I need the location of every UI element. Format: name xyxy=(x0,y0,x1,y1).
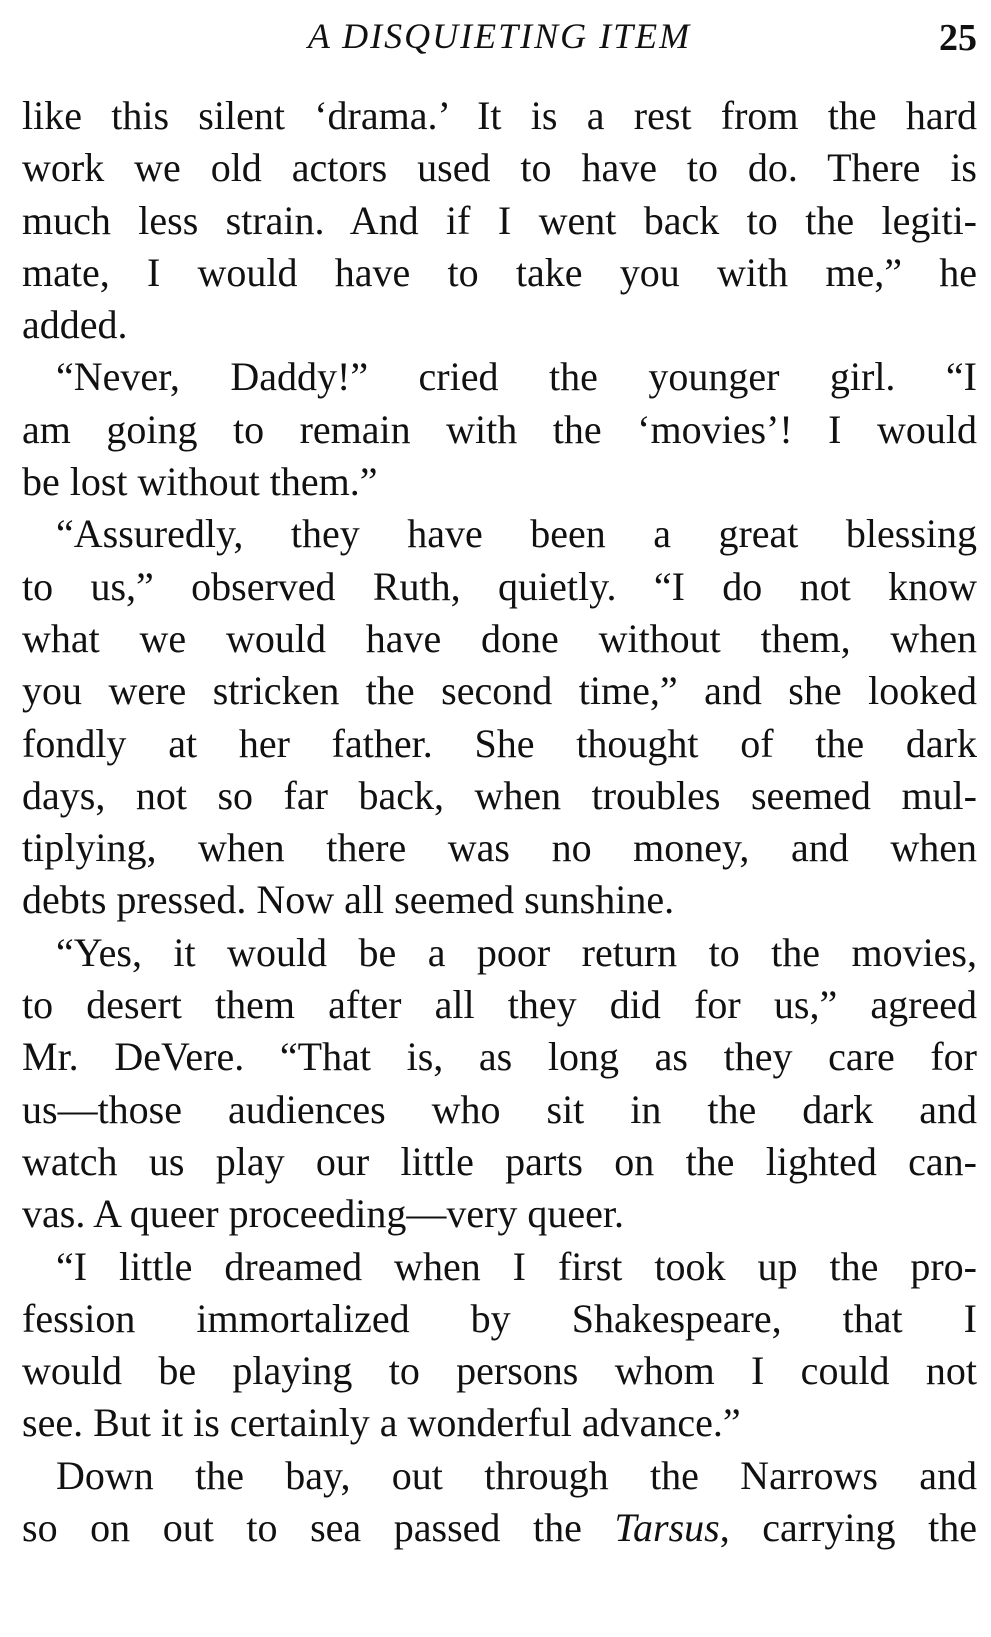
running-title: A DISQUIETING ITEM xyxy=(307,16,692,56)
body-text xyxy=(22,90,977,1554)
text-line: fession immortalized by Shakespeare, that I xyxy=(22,1295,977,1341)
text-line: so on out to sea passed the Tarsus, carrying the xyxy=(22,1505,977,1551)
text-line: much less strain. And if I went back to the legiti- xyxy=(22,197,977,243)
text-line: would be playing to persons whom I could not xyxy=(22,1348,977,1394)
text-line: “Yes, it would be a poor return to the movies, xyxy=(56,929,977,975)
text-line: you were stricken the second time,” and she looked xyxy=(22,668,977,714)
text-line: “Never, Daddy!” cried the younger girl. “I xyxy=(56,354,977,400)
text-line: “Assuredly, they have been a great blessing xyxy=(56,511,977,557)
text-line: tiplying, when there was no money, and when xyxy=(22,825,977,871)
text-line: like this silent ‘drama.’ It is a rest from the hard xyxy=(22,93,977,138)
text-line: mate, I would have to take you with me,” he xyxy=(22,249,977,295)
text-line: added. xyxy=(22,302,128,348)
text-line: vas. A queer proceeding—very queer. xyxy=(22,1191,625,1237)
running-head xyxy=(22,12,977,60)
text-line: debts pressed. Now all seemed sunshine. xyxy=(22,877,675,923)
text-line: to desert them after all they did for us,” agreed xyxy=(22,982,977,1028)
text-line: days, not so far back, when troubles seemed mul- xyxy=(22,772,977,818)
text-line: what we would have done without them, when xyxy=(22,615,977,661)
text-line: fondly at her father. She thought of the dark xyxy=(22,720,977,766)
text-line: us—those audiences who sit in the dark and xyxy=(22,1086,977,1132)
text-line: “I little dreamed when I first took up the pro- xyxy=(56,1243,977,1289)
text-line: Mr. DeVere. “That is, as long as they care for xyxy=(22,1034,977,1080)
text-line: see. But it is certainly a wonderful advance.” xyxy=(22,1400,741,1446)
text-line: to us,” observed Ruth, quietly. “I do not know xyxy=(22,563,977,609)
text-line: am going to remain with the ‘movies’! I would xyxy=(22,406,977,452)
book-page xyxy=(22,0,977,1637)
text-line: be lost without them.” xyxy=(22,459,378,505)
text-line: work we old actors used to have to do. There is xyxy=(22,145,977,191)
page-number: 25 xyxy=(939,17,977,59)
text-line: Down the bay, out through the Narrows and xyxy=(56,1452,977,1498)
text-line: watch us play our little parts on the lighted can- xyxy=(22,1138,977,1184)
